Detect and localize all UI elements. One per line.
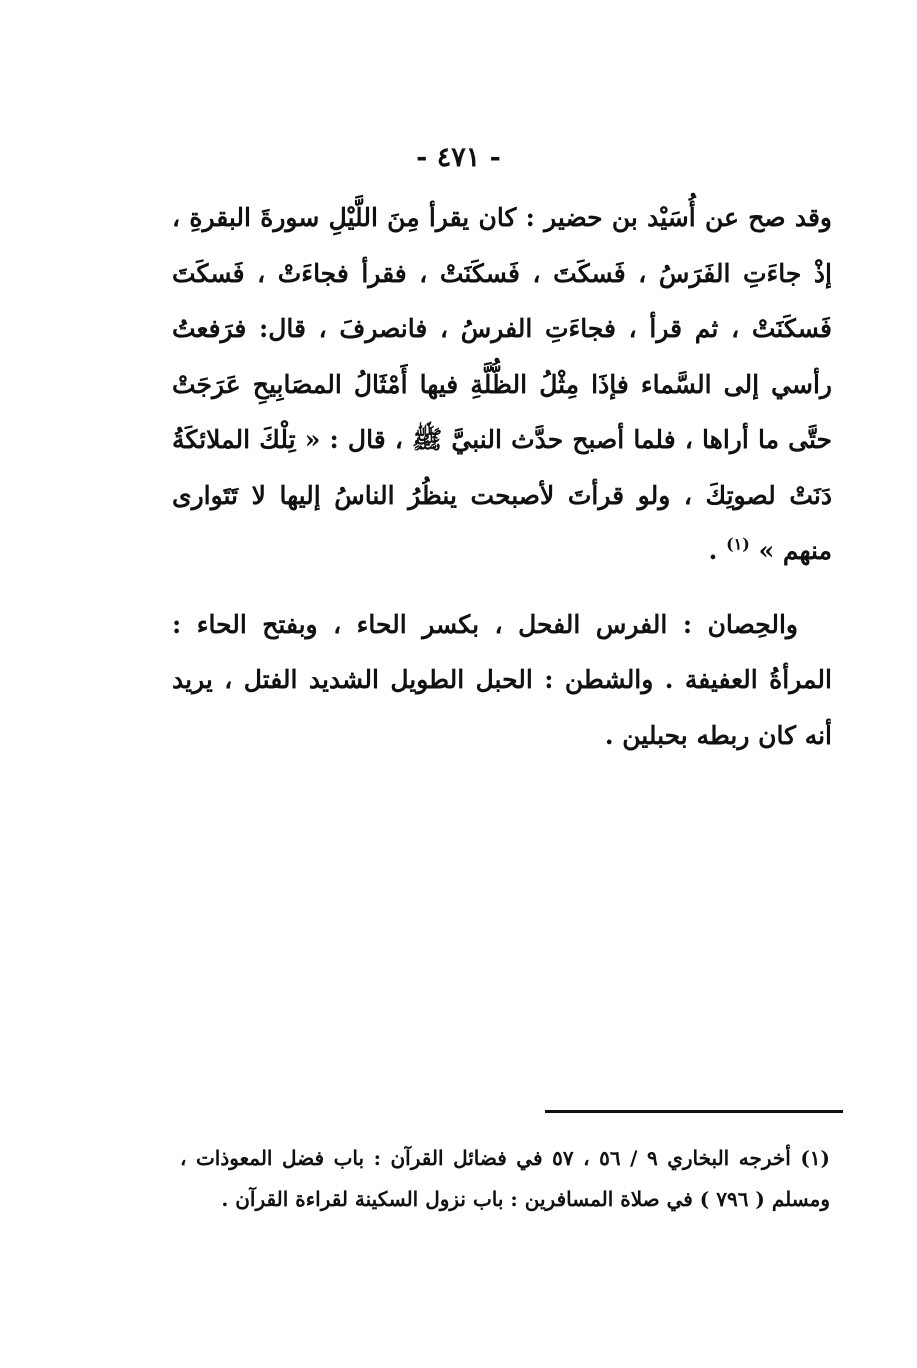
footnote-divider <box>545 1110 843 1113</box>
page-number: - ٤٧١ - <box>416 142 501 173</box>
main-text <box>172 190 832 763</box>
hadith-text: وقد صح عن أُسَيْد بن حضير : كان يقرأ مِنَ اللَّيْلِ سورةَ البقرةِ ، إذْ جاءَتِ الفَرَسُ ، فَسكَتَ ، فَسكَنَتْ ، فقرأ فجاءَتْ ، فَسكَتَ فَسكَنَتْ ، ثم قرأ ، فجاءَتِ الفرسُ ، فانصرفَ ، قال: فرَفعتُ رأسي إلى السَّماء فإذَا مِثْلُ الظُّلَّةِ فيها أَمْثَالُ المصَابِيحِ عَرَجَتْ حتَّى ما أراها ، فلما أصبح حدَّث النبيَّ ﷺ ، قال : « تِلْكَ الملائكَةُ دَنَتْ لصوتِكَ ، ولو قرأتَ لأصبحت ينظُرُ الناسُ إليها لا تَتَوارى منهم » <box>172 203 832 565</box>
hadith-paragraph <box>172 190 832 579</box>
footnote <box>180 1138 830 1220</box>
glossary-paragraph: والحِصان : الفرس الفحل ، بكسر الحاء ، وبفتح الحاء : المرأةُ العفيفة . والشطن : الحبل الطويل الشديد الفتل ، يريد أنه كان ربطه بحبلين . <box>172 609 832 750</box>
footnote-reference: (١) <box>726 534 750 554</box>
footnote-text: (١) أخرجه البخاري ٩ / ٥٦ ، ٥٧ في فضائل القرآن : باب فضل المعوذات ، ومسلم ( ٧٩٦ ) في صلاة المسافرين : باب نزول السكينة لقراءة القرآن . <box>180 1146 830 1211</box>
paragraph-end-mark: . <box>708 536 718 565</box>
